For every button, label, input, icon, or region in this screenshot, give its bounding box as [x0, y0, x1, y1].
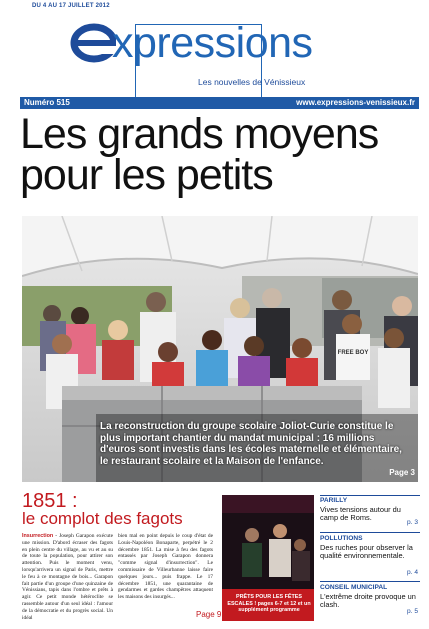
main-headline [20, 110, 420, 199]
article-column-2: bien mal en point depuis le coup d'état de Louis-Napoléon Bonaparte, perpétré le 2 décembre 1851. La mise à feu des fagots entassés par Joseph Garapon donnera "comme signal d'insurrection". Le commissaire de Villeurbanne laisse faire quelques jours... puis frappe. Le 17 décembre 1851, une quarantaine de gendarmes et gardes champêtres attaquent les maisons des insurgés... [118, 533, 213, 601]
article-page-ref[interactable]: Page 9 [196, 610, 222, 619]
article-column-1-text: - Joseph Garapon exécute une mission. D'abord écraser des fagots en plein centre du village, au vu et au su de toute la population, pour attirer son attention. Puis le moment venu, lorsqu'arrivera un signal de Paris, mettre le feu à ce montagne de bois... Garapon fait partie d'un groupe d'une quinzaine de Vénissians, tapis dans l'ombre et prêts à agir. Ce petit monde hétéroclite se rassemble autour d'un seul idéal : l'amour de la démocratie et du progrès social. Un idéal [22, 533, 113, 621]
issue-date: DU 4 AU 17 JUILLET 2012 [32, 3, 110, 9]
sidebar-item-page: p. 3 [407, 519, 418, 526]
shirt-text: FREE BOY [337, 350, 369, 356]
sidebar-item-title: POLLUTIONS [320, 535, 363, 542]
headline-line-1: Les grands moyens [20, 110, 379, 158]
sidebar-item-pollutions[interactable] [320, 535, 420, 579]
tagline: Les nouvelles de Vénissieux [198, 77, 306, 87]
sidebar-rule [320, 581, 420, 582]
photo-caption: La reconstruction du groupe scolaire Joliot-Curie constitue le plus important chantier du mandat municipal : 16 millions d'euros sont investis dans les écoles maternelle et élémentaire, le restaurant scolaire et la Maison de l'enfance. [100, 421, 402, 467]
article-title: 1851 : [22, 490, 78, 512]
sidebar-rule [320, 495, 420, 496]
article-column-1 [22, 533, 113, 621]
sidebar-rule [320, 532, 420, 533]
issue-number: Numéro 515 [24, 98, 70, 107]
sidebar-item-conseil[interactable] [320, 584, 420, 622]
article-lead: Insurrection [22, 533, 54, 539]
sidebar-item-title: CONSEIL MUNICIPAL [320, 584, 388, 591]
website-link[interactable]: www.expressions-venissieux.fr [296, 98, 415, 107]
headline-line-2: pour les petits [20, 151, 273, 199]
fetes-banner: PRÊTS POUR LES FÊTES ESCALES ! pages 6-7 et 12 et un supplément programme [227, 594, 311, 613]
sidebar-item-title: PARILLY [320, 497, 348, 504]
logo-wordmark: xpressions [112, 19, 313, 67]
sidebar-item-page: p. 5 [407, 608, 418, 615]
sidebar-item-parilly[interactable] [320, 497, 420, 529]
sidebar-item-text: Des ruches pour observer la qualité environnementale. [320, 542, 413, 560]
sidebar-item-page: p. 4 [407, 569, 418, 576]
photo-page-ref[interactable]: Page 3 [389, 468, 415, 477]
article-subtitle: le complot des fagots [22, 509, 183, 528]
logo-e-icon [70, 18, 116, 64]
sidebar-item-text: L'extrême droite provoque un clash. [320, 591, 416, 609]
sidebar-item-text: Vives tensions autour du camp de Roms. [320, 504, 401, 522]
